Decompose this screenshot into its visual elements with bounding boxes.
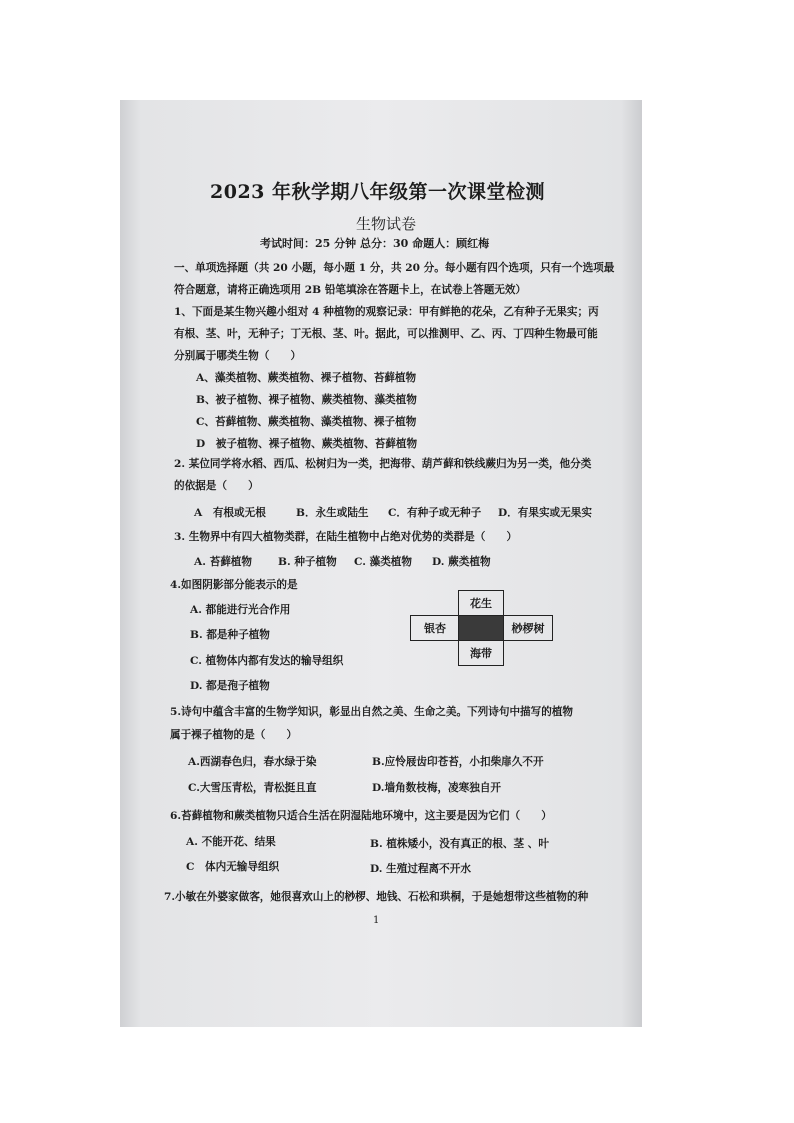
q3-option-b: B. 种子植物 <box>278 556 337 568</box>
exam-subtitle: 生物试卷 <box>356 215 417 233</box>
page-number: 1 <box>373 915 380 926</box>
q6-option-a: A. 不能开花、结果 <box>186 836 276 848</box>
q6-line1: 6.苔藓植物和蕨类植物只适合生活在阴湿陆地环境中，这主要是因为它们（ ） <box>170 810 552 822</box>
q6-option-d: D. 生殖过程离不开水 <box>370 863 471 875</box>
q5-option-d: D.墙角数枝梅，凌寒独自开 <box>372 782 502 794</box>
q2-option-a: A 有根或无根 <box>194 507 266 519</box>
q5-option-c: C.大雪压青松，青松挺且直 <box>188 782 317 794</box>
q1-line3: 分别属于哪类生物（ ） <box>174 350 302 362</box>
section-instruction-line2: 符合题意，请将正确选项用 2B 铅笔填涂在答题卡上，在试卷上答题无效） <box>174 284 527 296</box>
q1-option-c: C、苔藓植物、蕨类植物、藻类植物、裸子植物 <box>196 416 417 428</box>
q4-option-a: A. 都能进行光合作用 <box>190 604 291 616</box>
q3-option-a: A. 苔藓植物 <box>194 556 252 568</box>
q4-line1: 4.如图阴影部分能表示的是 <box>170 579 298 591</box>
q3-line1: 3. 生物界中有四大植物类群，在陆生植物中占绝对优势的类群是（ ） <box>174 531 518 543</box>
section-instruction-line1: 一、单项选择题（共 20 小题，每小题 1 分，共 20 分。每小题有四个选项，只有一个选项最 <box>174 262 615 274</box>
q5-line2: 属于裸子植物的是（ ） <box>170 729 298 741</box>
q5-line1: 5.诗句中蕴含丰富的生物学知识，彰显出自然之美、生命之美。下列诗句中描写的植物 <box>170 706 574 718</box>
q4-option-d: D. 都是孢子植物 <box>190 680 270 692</box>
q1-line2: 有根、茎、叶，无种子；丁无根、茎、叶。据此，可以推测甲、乙、丙、丁四种生物最可能 <box>174 328 598 340</box>
q4-option-c: C. 植物体内都有发达的输导组织 <box>190 655 344 667</box>
q6-option-b: B. 植株矮小，没有真正的根、茎 、叶 <box>370 838 549 850</box>
diagram-box-bottom: 海带 <box>458 640 504 666</box>
diagram-box-top: 花生 <box>458 590 504 616</box>
q2-option-b: B．永生或陆生 <box>296 507 369 519</box>
q4-option-b: B. 都是种子植物 <box>190 629 270 641</box>
q7-line1: 7.小敏在外婆家做客，她很喜欢山上的桫椤、地钱、石松和珙桐，于是她想带这些植物的种 <box>164 891 589 903</box>
diagram-shaded-overlap <box>458 615 504 641</box>
q1-option-b: B、被子植物、裸子植物、蕨类植物、藻类植物 <box>196 394 417 406</box>
q1-option-d: D 被子植物、裸子植物、蕨类植物、苔藓植物 <box>196 438 418 450</box>
q2-line1: 2. 某位同学将水稻、西瓜、松树归为一类，把海带、葫芦藓和铁线蕨归为另一类，他分类 <box>174 458 592 470</box>
exam-paper <box>120 100 642 1027</box>
q1-option-a: A、藻类植物、蕨类植物、裸子植物、苔藓植物 <box>196 372 417 384</box>
q3-option-c: C. 藻类植物 <box>354 556 412 568</box>
exam-title: 2023 年秋学期八年级第一次课堂检测 <box>210 181 545 203</box>
q2-line2: 的依据是（ ） <box>174 480 259 492</box>
diagram-box-right: 桫椤树 <box>503 615 553 641</box>
q5-option-b: B.应怜屐齿印苍苔，小扣柴扉久不开 <box>372 756 544 768</box>
q6-option-c: C 体内无输导组织 <box>186 861 280 873</box>
diagram-box-left: 银杏 <box>410 615 460 641</box>
q2-option-d: D．有果实或无果实 <box>498 507 592 519</box>
exam-meta: 考试时间：25 分钟 总分：30 命题人：顾红梅 <box>260 237 490 250</box>
q3-option-d: D. 蕨类植物 <box>432 556 491 568</box>
q1-line1: 1、下面是某生物兴趣小组对 4 种植物的观察记录：甲有鲜艳的花朵，乙有种子无果实；丙 <box>174 306 599 318</box>
q2-option-c: C．有种子或无种子 <box>388 507 482 519</box>
q5-option-a: A.西湖春色归，春水绿于染 <box>188 756 317 768</box>
